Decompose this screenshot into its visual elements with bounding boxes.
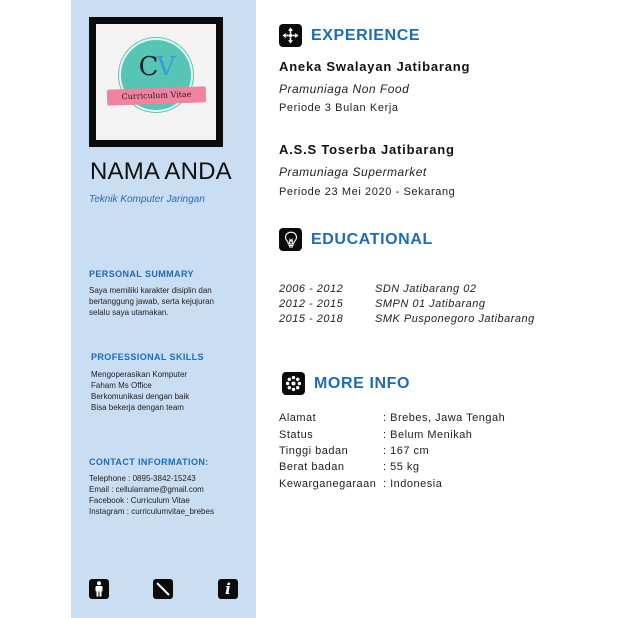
info-value: : Brebes, Jawa Tengah [383, 412, 506, 424]
person-name: NAMA ANDA [90, 158, 232, 185]
info-key: Tinggi badan [279, 445, 349, 457]
more-info-header [282, 372, 410, 395]
education-row [279, 313, 535, 325]
info-row [279, 461, 420, 473]
job-period: Periode 3 Bulan Kerja [279, 102, 399, 114]
cv-ribbon: Curriculum Vitae [107, 86, 206, 105]
cv-monogram: CV [138, 52, 174, 82]
contact-email: Email : cellularrame@gmail.com [89, 485, 204, 494]
job-period: Periode 23 Mei 2020 - Sekarang [279, 186, 456, 198]
education-row [279, 298, 486, 310]
job-company: Aneka Swalayan Jatibarang [279, 59, 471, 74]
education-row [279, 283, 476, 295]
info-row [279, 445, 429, 457]
education-school: SDN Jatibarang 02 [375, 283, 477, 295]
contact-telephone: Telephone : 0895-3842-15243 [89, 474, 196, 483]
experience-title: EXPERIENCE [311, 26, 421, 44]
skill-item: Mengoperasikan Komputer [91, 370, 188, 379]
footer-icons [89, 579, 239, 601]
main-content [279, 0, 609, 618]
education-school: SMK Pusponegoro Jatibarang [375, 313, 535, 325]
move-arrows-icon [279, 24, 302, 47]
sidebar [71, 0, 256, 618]
skill-item: Faham Ms Office [91, 381, 152, 390]
info-row [279, 429, 472, 441]
info-value: : 55 kg [383, 461, 420, 473]
skills-list [91, 369, 189, 413]
education-years: 2006 - 2012 [279, 283, 344, 295]
educational-header [279, 228, 433, 251]
info-row [279, 412, 505, 424]
info-row [279, 478, 442, 490]
info-key: Alamat [279, 412, 317, 424]
education-years: 2015 - 2018 [279, 313, 344, 325]
skill-item: Berkomunikasi dengan baik [91, 392, 190, 401]
info-key: Kewarganegaraan [279, 478, 377, 490]
info-value: : Indonesia [383, 478, 443, 490]
experience-header [279, 24, 420, 47]
person-icon [89, 579, 109, 599]
profile-photo [89, 17, 223, 147]
educational-title: EDUCATIONAL [311, 230, 433, 248]
education-school: SMPN 01 Jatibarang [375, 298, 486, 310]
personal-summary-heading: PERSONAL SUMMARY [89, 269, 194, 279]
lightbulb-icon [279, 228, 302, 251]
job-company: A.S.S Toserba Jatibarang [279, 142, 455, 157]
more-info-title: MORE INFO [314, 374, 411, 392]
info-value: : Belum Menikah [383, 429, 473, 441]
info-icon: i [218, 579, 238, 599]
job-role: Pramuniaga Supermarket [279, 165, 427, 179]
personal-summary-text: Saya memiliki karakter disiplin dan bertanggung jawab, serta kejujuran selalu saya utamakan. [89, 286, 214, 317]
info-value: : 167 cm [383, 445, 430, 457]
education-years: 2012 - 2015 [279, 298, 344, 310]
professional-skills-heading: PROFESSIONAL SKILLS [91, 352, 204, 362]
person-title: Teknik Komputer Jaringan [89, 194, 205, 205]
contact-facebook: Facebook : Curriculum Vitae [89, 496, 190, 505]
contact-heading: CONTACT INFORMATION: [89, 457, 209, 467]
info-key: Status [279, 429, 314, 441]
job-role: Pramuniaga Non Food [279, 82, 410, 96]
pen-icon [153, 579, 173, 599]
contact-list [89, 473, 214, 517]
contact-instagram: Instagram : curriculumvitae_brebes [89, 507, 214, 516]
skill-item: Bisa bekerja dengan team [91, 403, 184, 412]
flower-icon [282, 372, 305, 395]
info-key: Berat badan [279, 461, 345, 473]
